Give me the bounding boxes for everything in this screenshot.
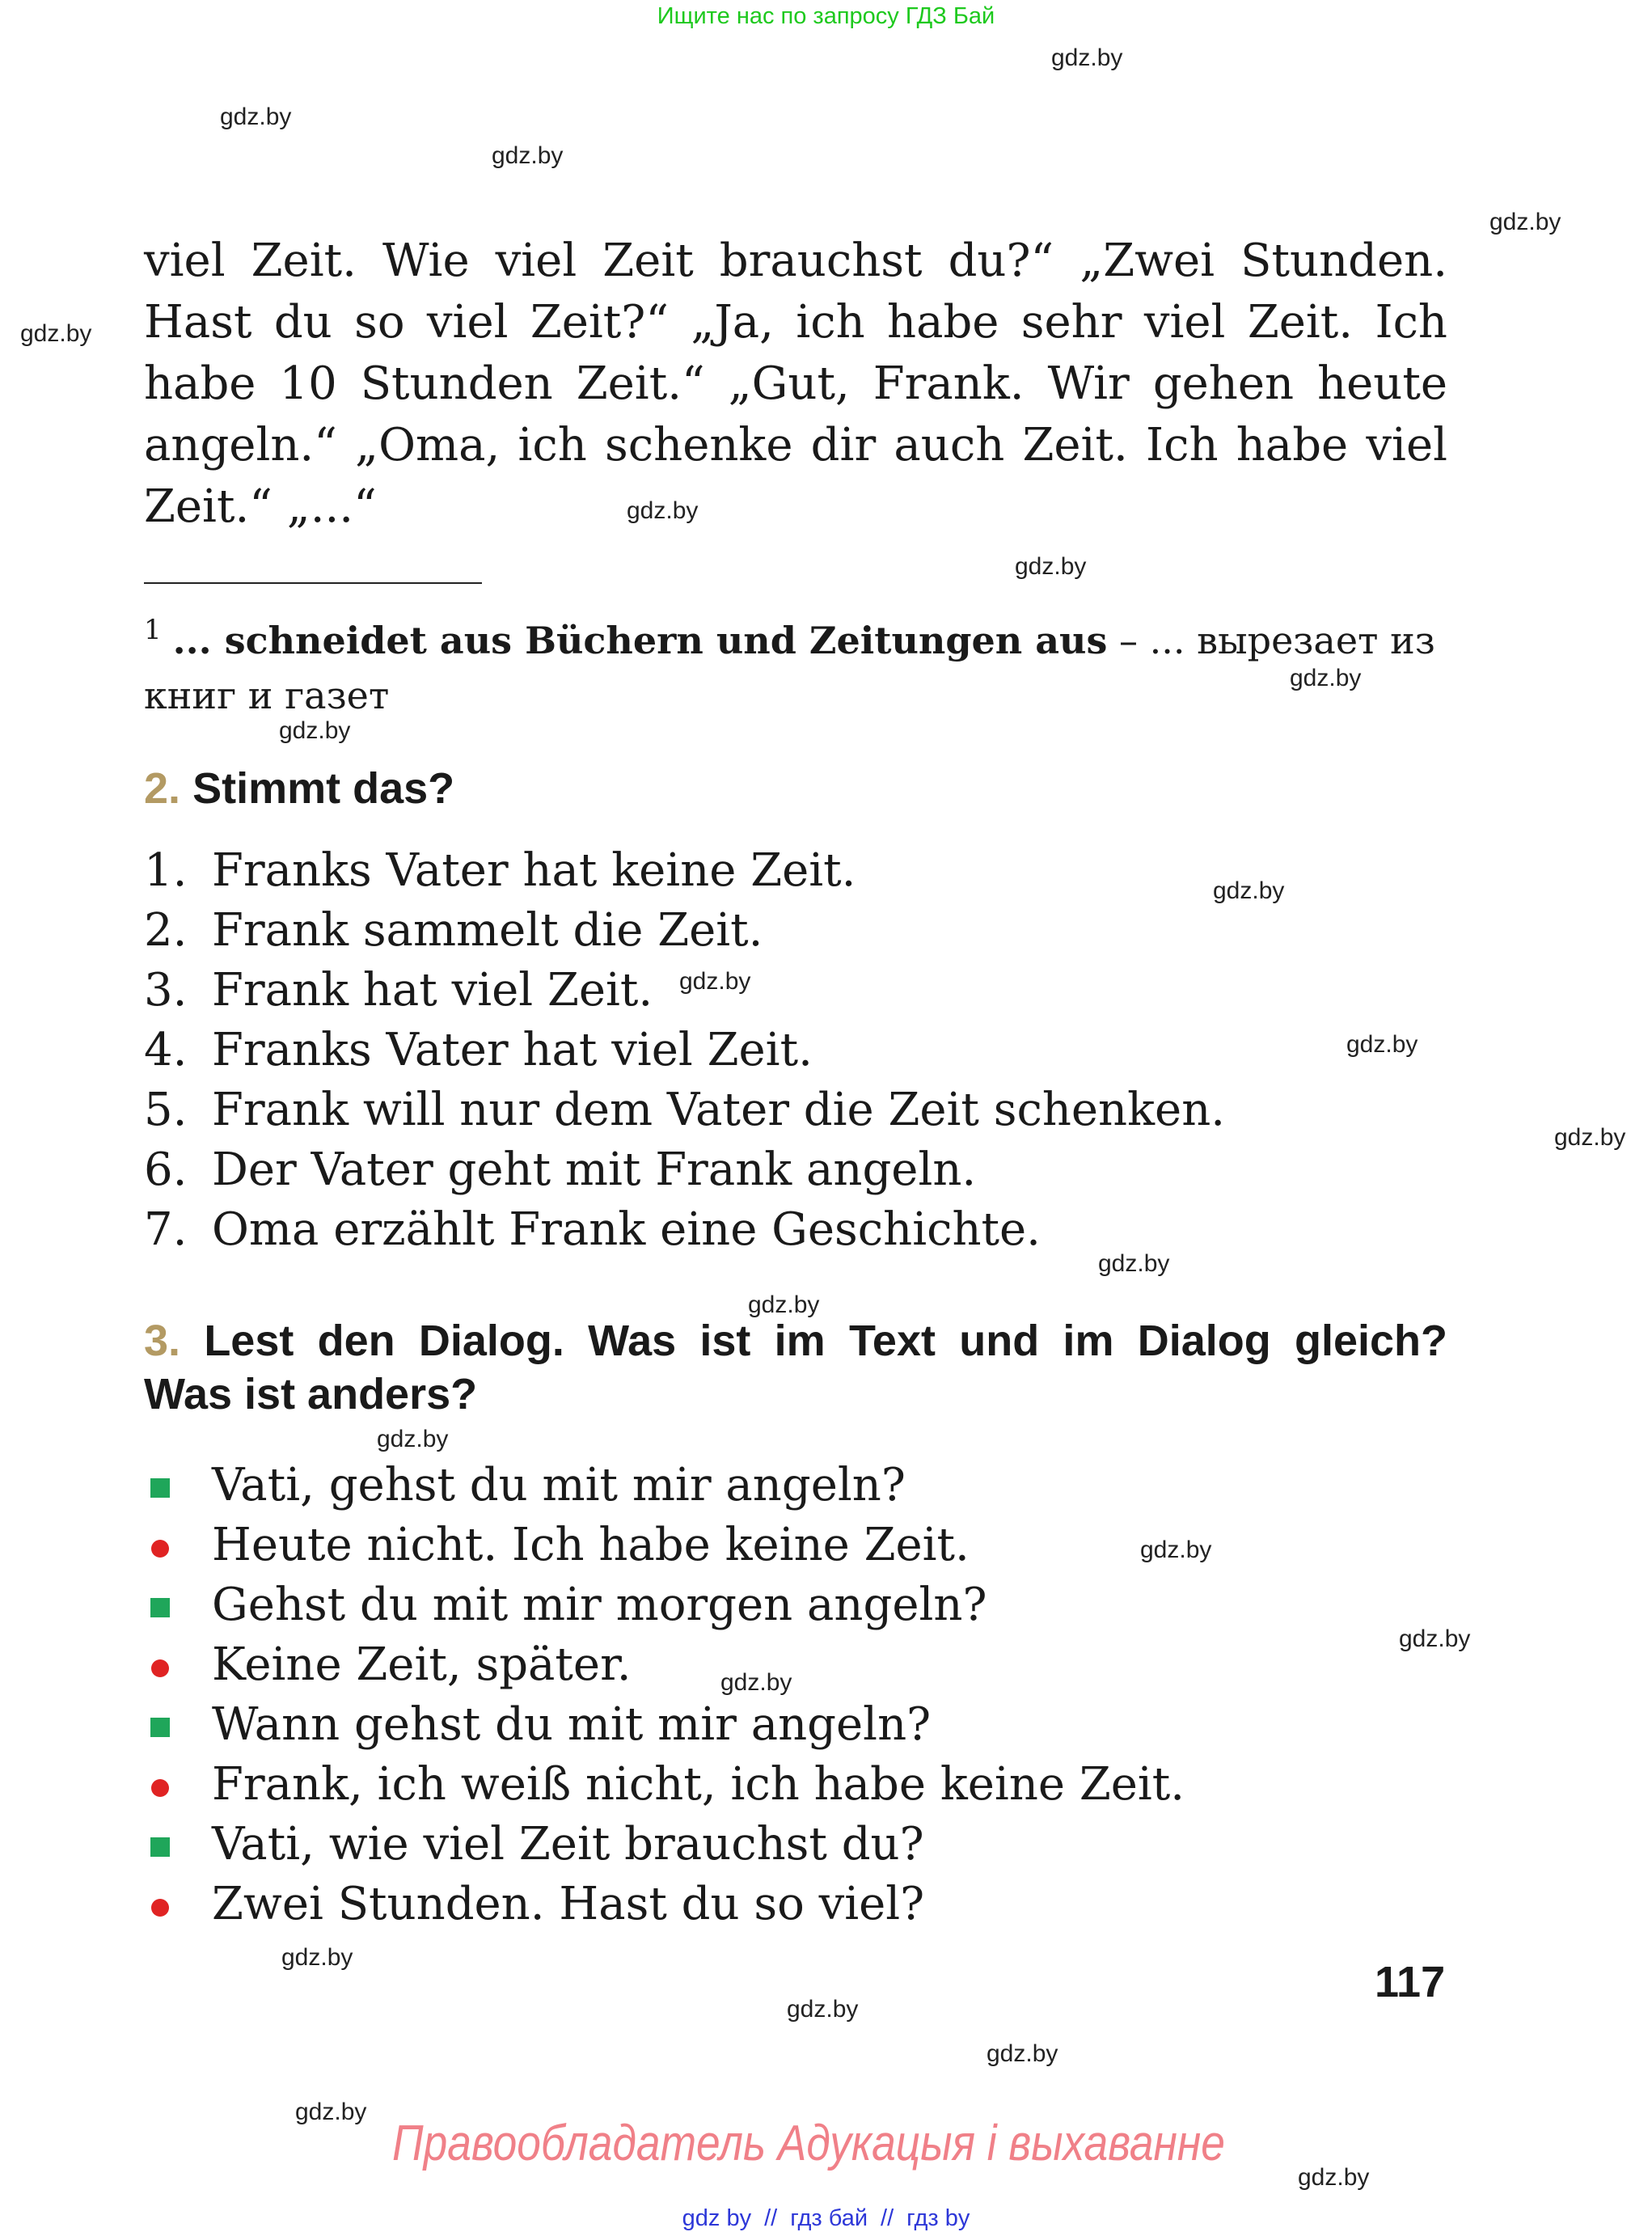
watermark: gdz.by — [1098, 1250, 1170, 1277]
story-line: habe 10 Stunden Zeit.“ „Gut, Frank. Wir gehen heute — [144, 357, 1447, 410]
watermark: gdz.by — [220, 104, 292, 130]
exercise-title-line: Was ist anders? — [144, 1370, 478, 1418]
dialog-text: Zwei Stunden. Hast du so viel? — [212, 1878, 925, 1930]
watermark: gdz.by — [1399, 1625, 1471, 1652]
watermark: gdz.by — [1554, 1124, 1626, 1151]
item-text: Franks Vater hat viel Zeit. — [212, 1024, 813, 1076]
rights-holder: Правообладатель Адукацыя і выхаванне — [392, 2116, 1225, 2171]
watermark: gdz.by — [1290, 665, 1362, 691]
story-line: Hast du so viel Zeit?“ „Ja, ich habe sehr viel Zeit. Ich — [144, 296, 1447, 349]
list-item — [144, 1140, 1225, 1200]
story-line: viel Zeit. Wie viel Zeit brauchst du?“ „Zwei Stunden. — [144, 235, 1447, 287]
footnote-divider — [144, 582, 482, 584]
bottom-links — [0, 2205, 1652, 2232]
green-square-icon — [150, 1837, 170, 1857]
story-paragraph — [144, 230, 1447, 538]
footnote-german: ... schneidet aus Büchern und Zeitungen aus — [172, 619, 1108, 662]
watermark: gdz.by — [987, 2040, 1058, 2067]
dialog-line — [144, 1695, 1185, 1755]
exercise-number: 2. — [144, 764, 181, 813]
footnote-number: 1 — [144, 614, 162, 646]
watermark: gdz.by — [679, 968, 751, 995]
dialog-text: Vati, wie viel Zeit brauchst du? — [212, 1818, 924, 1871]
list-item — [144, 1200, 1225, 1260]
item-number: 7. — [144, 1203, 188, 1256]
list-item — [144, 1080, 1225, 1140]
dialog — [144, 1456, 1185, 1934]
watermark: gdz.by — [295, 2099, 367, 2125]
dialog-line — [144, 1815, 1185, 1875]
watermark: gdz.by — [1213, 877, 1285, 904]
story-line: angeln.“ „Oma, ich schenke dir auch Zeit. Ich habe viel — [144, 419, 1447, 471]
link-separator: // — [881, 2205, 894, 2231]
dialog-text: Wann gehst du mit mir angeln? — [212, 1698, 932, 1751]
watermark: gdz.by — [377, 1426, 449, 1452]
dialog-line — [144, 1575, 1185, 1635]
item-number: 4. — [144, 1024, 188, 1076]
dialog-text: Gehst du mit mir morgen angeln? — [212, 1579, 987, 1631]
item-number: 6. — [144, 1143, 188, 1196]
green-square-icon — [150, 1718, 170, 1737]
list-item — [144, 1021, 1225, 1080]
dialog-text: Vati, gehst du mit mir angeln? — [212, 1459, 906, 1511]
watermark: gdz.by — [748, 1291, 820, 1318]
watermark: gdz.by — [1140, 1537, 1212, 1563]
dialog-text: Heute nicht. Ich habe keine Zeit. — [212, 1519, 970, 1571]
watermark: gdz.by — [20, 320, 92, 347]
item-text: Frank will nur dem Vater die Zeit schenken. — [212, 1084, 1226, 1136]
red-dot-icon — [151, 1899, 169, 1917]
page-number: 117 — [1375, 1958, 1446, 2006]
watermark: gdz.by — [627, 497, 699, 524]
statement-list — [144, 841, 1225, 1260]
watermark: gdz.by — [492, 142, 564, 169]
list-item — [144, 961, 1225, 1021]
dialog-line — [144, 1456, 1185, 1515]
dialog-line — [144, 1875, 1185, 1934]
item-text: Franks Vater hat keine Zeit. — [212, 844, 856, 897]
dialog-text: Frank, ich weiß nicht, ich habe keine Zeit. — [212, 1758, 1185, 1811]
item-text: Oma erzählt Frank eine Geschichte. — [212, 1203, 1041, 1256]
watermark: gdz.by — [1051, 44, 1123, 71]
list-item — [144, 841, 1225, 901]
list-item — [144, 901, 1225, 961]
watermark: gdz.by — [1015, 553, 1087, 580]
watermark: gdz.by — [720, 1669, 792, 1696]
item-number: 3. — [144, 964, 188, 1017]
green-square-icon — [150, 1598, 170, 1617]
footnote-russian: ... вырезает из книг и газет — [144, 619, 1435, 717]
exercise-title-line — [144, 1314, 1447, 1368]
item-text: Der Vater geht mit Frank angeln. — [212, 1143, 977, 1196]
story-line: Zeit.“ „...“ — [144, 480, 377, 533]
exercise-title: Stimmt das? — [192, 764, 455, 813]
watermark: gdz.by — [279, 717, 351, 744]
watermark: gdz.by — [281, 1944, 353, 1971]
exercise-2-heading — [144, 762, 454, 815]
red-dot-icon — [151, 1540, 169, 1558]
watermark: gdz.by — [787, 1996, 859, 2023]
green-square-icon — [150, 1478, 170, 1498]
search-banner[interactable]: Ищите нас по запросу ГДЗ Бай — [657, 3, 995, 29]
item-text: Frank hat viel Zeit. — [212, 964, 653, 1017]
dialog-line — [144, 1755, 1185, 1815]
footnote — [144, 602, 1447, 723]
dialog-line — [144, 1515, 1185, 1575]
link-gdz-by-cyr[interactable]: гдз by — [906, 2205, 970, 2231]
exercise-title: Lest den Dialog. Was ist im Text und im Dialog gleich? — [204, 1317, 1447, 1365]
watermark: gdz.by — [1346, 1031, 1418, 1058]
link-gdz-bai[interactable]: гдз бай — [790, 2205, 868, 2231]
dialog-text: Keine Zeit, später. — [212, 1638, 632, 1691]
red-dot-icon — [151, 1659, 169, 1677]
item-number: 2. — [144, 904, 188, 957]
link-gdz-by[interactable]: gdz by — [682, 2205, 752, 2231]
link-separator: // — [764, 2205, 778, 2231]
watermark: gdz.by — [1298, 2164, 1370, 2191]
exercise-number: 3. — [144, 1317, 181, 1365]
exercise-3-heading — [144, 1314, 1447, 1421]
item-number: 1. — [144, 844, 188, 897]
item-text: Frank sammelt die Zeit. — [212, 904, 763, 957]
red-dot-icon — [151, 1779, 169, 1797]
watermark: gdz.by — [1489, 209, 1561, 235]
footnote-dash: – — [1107, 619, 1150, 662]
dialog-line — [144, 1635, 1185, 1695]
item-number: 5. — [144, 1084, 188, 1136]
